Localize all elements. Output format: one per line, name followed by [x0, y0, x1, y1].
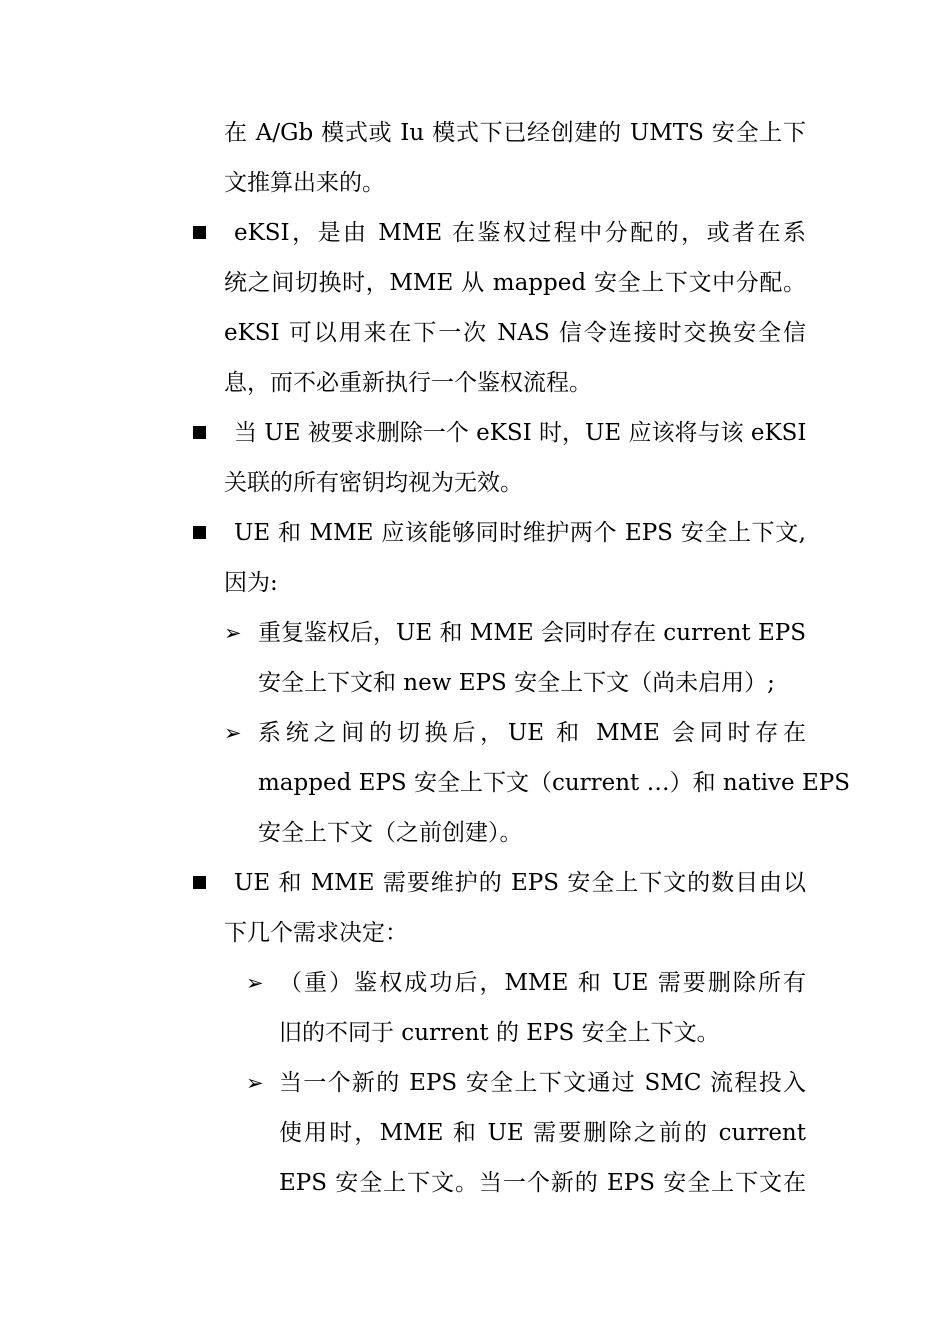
- text-line: [0, 658, 950, 708]
- text-line: [0, 558, 950, 608]
- line-text: 在 A/Gb 模式或 Iu 模式下已经创建的 UMTS 安全上下: [224, 120, 806, 146]
- bullet-item: [0, 408, 950, 458]
- line-text: （重）鉴权成功后，MME 和 UE 需要删除所有: [279, 970, 806, 996]
- text-line: [0, 1158, 950, 1208]
- square-bullet-icon: [193, 876, 206, 889]
- text-line: [0, 808, 950, 858]
- text-line: [0, 458, 950, 508]
- line-text: UE 和 MME 应该能够同时维护两个 EPS 安全上下文,: [234, 520, 806, 546]
- line-text: 统之间切换时，MME 从 mapped 安全上下文中分配。: [224, 270, 806, 296]
- arrow-bullet-icon: ➢: [224, 621, 242, 645]
- line-text: 息，而不必重新执行一个鉴权流程。: [224, 370, 592, 396]
- square-bullet-icon: [193, 226, 206, 239]
- line-text: 下几个需求决定：: [224, 920, 408, 946]
- arrow-bullet-icon: ➢: [224, 721, 242, 745]
- line-text: 重复鉴权后，UE 和 MME 会同时存在 current EPS: [258, 620, 806, 646]
- line-text: 安全上下文（之前创建）。: [258, 820, 523, 846]
- sub-bullet-item: [0, 608, 950, 658]
- text-line: [0, 108, 950, 158]
- bullet-item: [0, 508, 950, 558]
- sub-bullet-item: [0, 958, 950, 1008]
- line-text: EPS 安全上下文。当一个新的 EPS 安全上下文在: [279, 1170, 806, 1196]
- text-line: [0, 758, 950, 808]
- line-text: 安全上下文和 new EPS 安全上下文（尚未启用）;: [258, 670, 775, 696]
- text-line: [0, 308, 950, 358]
- bullet-item: [0, 858, 950, 908]
- line-text: UE 和 MME 需要维护的 EPS 安全上下文的数目由以: [234, 870, 806, 896]
- line-text: 当一个新的 EPS 安全上下文通过 SMC 流程投入: [279, 1070, 806, 1096]
- text-line: [0, 258, 950, 308]
- line-text: 当 UE 被要求删除一个 eKSI 时，UE 应该将与该 eKSI: [234, 420, 807, 446]
- arrow-bullet-icon: ➢: [246, 971, 264, 995]
- line-text: eKSI，是由 MME 在鉴权过程中分配的，或者在系: [234, 220, 806, 246]
- line-text: 使用时，MME 和 UE 需要删除之前的 current: [279, 1120, 806, 1146]
- arrow-bullet-icon: ➢: [246, 1071, 264, 1095]
- sub-bullet-item: [0, 708, 950, 758]
- square-bullet-icon: [193, 526, 206, 539]
- square-bullet-icon: [193, 426, 206, 439]
- text-line: [0, 158, 950, 208]
- line-text: 因为:: [224, 570, 278, 596]
- line-text: 关联的所有密钥均视为无效。: [224, 470, 523, 496]
- text-line: [0, 908, 950, 958]
- line-text: 文推算出来的。: [224, 170, 385, 196]
- line-text: mapped EPS 安全上下文（current …）和 native EPS: [258, 770, 850, 796]
- text-line: [0, 1108, 950, 1158]
- sub-bullet-item: [0, 1058, 950, 1108]
- line-text: 系统之间的切换后，UE 和 MME 会同时存在: [258, 720, 806, 746]
- text-line: [0, 358, 950, 408]
- line-text: eKSI 可以用来在下一次 NAS 信令连接时交换安全信: [224, 320, 806, 346]
- line-text: 旧的不同于 current 的 EPS 安全上下文。: [279, 1020, 720, 1046]
- bullet-item: [0, 208, 950, 258]
- text-line: [0, 1008, 950, 1058]
